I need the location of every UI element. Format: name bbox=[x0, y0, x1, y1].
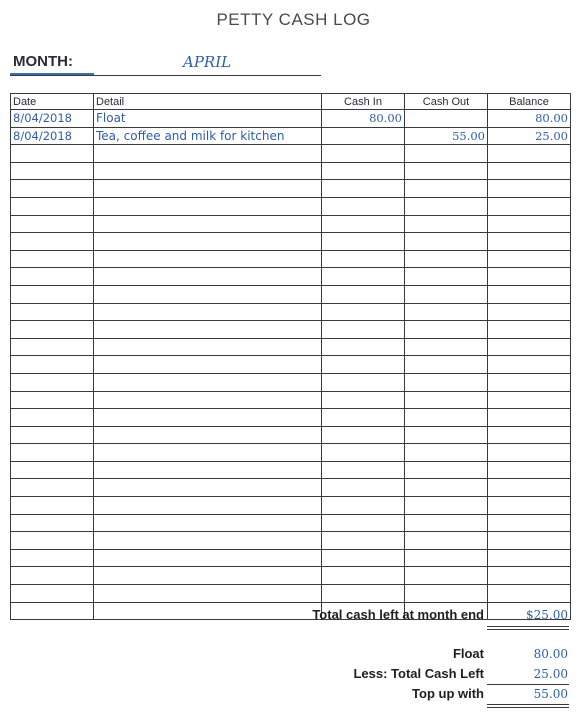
cell-date[interactable] bbox=[11, 268, 94, 286]
cell-cash-out[interactable] bbox=[405, 409, 488, 427]
table-row bbox=[11, 585, 571, 603]
cell-cash-out[interactable] bbox=[405, 285, 488, 303]
cell-balance[interactable] bbox=[488, 197, 571, 215]
cell-cash-out[interactable] bbox=[405, 532, 488, 550]
cell-detail[interactable] bbox=[94, 145, 322, 163]
cell-date[interactable] bbox=[11, 233, 94, 251]
cell-cash-in[interactable] bbox=[322, 567, 405, 585]
cell-balance[interactable] bbox=[488, 356, 571, 374]
cell-cash-out[interactable] bbox=[405, 356, 488, 374]
header-balance: Balance bbox=[488, 94, 571, 110]
cell-detail[interactable] bbox=[94, 549, 322, 567]
cell-detail[interactable] bbox=[94, 567, 322, 585]
cell-date[interactable] bbox=[11, 338, 94, 356]
table-row bbox=[11, 145, 571, 163]
cell-balance[interactable] bbox=[488, 285, 571, 303]
cell-balance[interactable] bbox=[488, 145, 571, 163]
cell-detail[interactable] bbox=[94, 479, 322, 497]
cell-date[interactable] bbox=[11, 391, 94, 409]
cell-cash-out[interactable] bbox=[405, 268, 488, 286]
cell-detail[interactable] bbox=[94, 409, 322, 427]
table-row bbox=[11, 321, 571, 339]
table-row bbox=[11, 426, 571, 444]
table-row bbox=[11, 197, 571, 215]
cell-date[interactable] bbox=[11, 303, 94, 321]
page-title: PETTY CASH LOG bbox=[216, 10, 371, 29]
cell-detail[interactable] bbox=[94, 215, 322, 233]
cell-detail[interactable] bbox=[94, 197, 322, 215]
cell-cash-in[interactable] bbox=[322, 250, 405, 268]
cell-cash-out[interactable] bbox=[405, 585, 488, 603]
cell-cash-out[interactable] bbox=[405, 250, 488, 268]
table-row bbox=[11, 127, 571, 145]
month-label: MONTH: bbox=[13, 53, 73, 70]
cell-balance[interactable]: 25.00 bbox=[488, 127, 571, 145]
table-row bbox=[11, 250, 571, 268]
cell-balance[interactable] bbox=[488, 233, 571, 251]
cell-cash-out[interactable] bbox=[405, 162, 488, 180]
cell-date[interactable] bbox=[11, 215, 94, 233]
cell-cash-in[interactable] bbox=[322, 426, 405, 444]
cell-balance[interactable] bbox=[488, 268, 571, 286]
cell-cash-out[interactable] bbox=[405, 549, 488, 567]
cell-cash-in[interactable] bbox=[322, 321, 405, 339]
table-row bbox=[11, 444, 571, 462]
top-up-double-underline-1 bbox=[487, 704, 569, 705]
cell-balance[interactable] bbox=[488, 215, 571, 233]
cell-detail[interactable] bbox=[94, 373, 322, 391]
cell-date[interactable] bbox=[11, 321, 94, 339]
cell-cash-in[interactable] bbox=[322, 497, 405, 515]
cell-balance[interactable] bbox=[488, 444, 571, 462]
cell-date[interactable] bbox=[11, 162, 94, 180]
month-field-line bbox=[10, 75, 321, 76]
total-cash-left-label: Total cash left at month end bbox=[312, 607, 484, 622]
cell-detail[interactable] bbox=[94, 180, 322, 198]
cell-detail[interactable]: Float bbox=[94, 110, 322, 128]
cell-cash-in[interactable] bbox=[322, 444, 405, 462]
cell-cash-out[interactable] bbox=[405, 391, 488, 409]
cell-balance[interactable] bbox=[488, 567, 571, 585]
cell-cash-in[interactable] bbox=[322, 409, 405, 427]
cell-date[interactable] bbox=[11, 250, 94, 268]
cell-cash-in[interactable] bbox=[322, 356, 405, 374]
cell-cash-in[interactable] bbox=[322, 373, 405, 391]
cell-cash-out[interactable] bbox=[405, 497, 488, 515]
table-row bbox=[11, 461, 571, 479]
cell-cash-out[interactable] bbox=[405, 514, 488, 532]
cell-cash-out[interactable] bbox=[405, 567, 488, 585]
cell-balance[interactable] bbox=[488, 549, 571, 567]
cell-balance[interactable] bbox=[488, 303, 571, 321]
cell-balance[interactable] bbox=[488, 180, 571, 198]
cell-date[interactable] bbox=[11, 585, 94, 603]
cell-balance[interactable]: 80.00 bbox=[488, 110, 571, 128]
top-up-overline bbox=[487, 684, 569, 685]
cell-detail[interactable] bbox=[94, 250, 322, 268]
cell-cash-in[interactable] bbox=[322, 215, 405, 233]
cell-detail[interactable] bbox=[94, 303, 322, 321]
less-total-cash-left-label: Less: Total Cash Left bbox=[353, 666, 484, 681]
cell-detail[interactable] bbox=[94, 338, 322, 356]
cell-cash-out[interactable] bbox=[405, 444, 488, 462]
cell-cash-in[interactable] bbox=[322, 285, 405, 303]
table-row bbox=[11, 373, 571, 391]
cell-detail[interactable] bbox=[94, 162, 322, 180]
cell-cash-in[interactable] bbox=[322, 303, 405, 321]
cell-cash-out[interactable] bbox=[405, 110, 488, 128]
cell-balance[interactable] bbox=[488, 250, 571, 268]
cell-cash-in[interactable] bbox=[322, 180, 405, 198]
cell-cash-in[interactable] bbox=[322, 162, 405, 180]
table-row bbox=[11, 497, 571, 515]
cell-cash-out[interactable] bbox=[405, 303, 488, 321]
total-double-underline-2 bbox=[487, 629, 569, 630]
cell-balance[interactable] bbox=[488, 426, 571, 444]
cell-balance[interactable] bbox=[488, 409, 571, 427]
table-row bbox=[11, 338, 571, 356]
cell-detail[interactable] bbox=[94, 514, 322, 532]
cell-detail[interactable] bbox=[94, 426, 322, 444]
cell-cash-in[interactable] bbox=[322, 479, 405, 497]
cell-cash-in[interactable] bbox=[322, 127, 405, 145]
table-row bbox=[11, 233, 571, 251]
table-row bbox=[11, 268, 571, 286]
cell-cash-in[interactable] bbox=[322, 197, 405, 215]
header-cash-out: Cash Out bbox=[405, 94, 488, 110]
cell-cash-in[interactable]: 80.00 bbox=[322, 110, 405, 128]
cell-balance[interactable] bbox=[488, 321, 571, 339]
cell-balance[interactable] bbox=[488, 532, 571, 550]
cell-date[interactable] bbox=[11, 444, 94, 462]
top-up-double-underline-2 bbox=[487, 707, 569, 708]
cell-detail[interactable] bbox=[94, 356, 322, 374]
cell-detail[interactable] bbox=[94, 461, 322, 479]
cell-date[interactable] bbox=[11, 497, 94, 515]
cell-date[interactable] bbox=[11, 145, 94, 163]
table-row bbox=[11, 285, 571, 303]
header-date: Date bbox=[11, 94, 94, 110]
cell-balance[interactable] bbox=[488, 391, 571, 409]
cell-cash-in[interactable] bbox=[322, 145, 405, 163]
cell-detail[interactable] bbox=[94, 321, 322, 339]
table-row bbox=[11, 514, 571, 532]
cell-balance[interactable] bbox=[488, 338, 571, 356]
float-label: Float bbox=[452, 646, 484, 661]
cell-detail[interactable] bbox=[94, 444, 322, 462]
float-value[interactable]: 80.00 bbox=[533, 647, 568, 661]
month-value[interactable]: APRIL bbox=[183, 53, 232, 71]
cell-cash-out[interactable] bbox=[405, 426, 488, 444]
total-double-underline-1 bbox=[487, 626, 569, 627]
cell-balance[interactable] bbox=[488, 373, 571, 391]
table-row bbox=[11, 479, 571, 497]
top-up-value[interactable]: 55.00 bbox=[533, 687, 568, 701]
cell-date[interactable] bbox=[11, 567, 94, 585]
cell-date[interactable] bbox=[11, 549, 94, 567]
cell-date[interactable] bbox=[11, 409, 94, 427]
table-row bbox=[11, 532, 571, 550]
table-row bbox=[11, 567, 571, 585]
cell-cash-in[interactable] bbox=[322, 514, 405, 532]
cell-date[interactable] bbox=[11, 479, 94, 497]
cell-balance[interactable] bbox=[488, 585, 571, 603]
cell-cash-in[interactable] bbox=[322, 268, 405, 286]
header-cash-in: Cash In bbox=[322, 94, 405, 110]
cell-cash-in[interactable] bbox=[322, 532, 405, 550]
cell-date[interactable] bbox=[11, 532, 94, 550]
cell-cash-out[interactable] bbox=[405, 461, 488, 479]
table-row bbox=[11, 180, 571, 198]
table-row bbox=[11, 391, 571, 409]
cell-date[interactable] bbox=[11, 461, 94, 479]
cell-detail[interactable] bbox=[94, 497, 322, 515]
cell-date[interactable] bbox=[11, 373, 94, 391]
cell-cash-out[interactable] bbox=[405, 145, 488, 163]
petty-cash-table bbox=[10, 93, 571, 620]
cell-balance[interactable] bbox=[488, 479, 571, 497]
cell-date[interactable] bbox=[11, 197, 94, 215]
cell-cash-out[interactable] bbox=[405, 338, 488, 356]
cell-cash-out[interactable] bbox=[405, 321, 488, 339]
cell-cash-out[interactable] bbox=[405, 479, 488, 497]
cell-cash-in[interactable] bbox=[322, 461, 405, 479]
cell-date[interactable] bbox=[11, 180, 94, 198]
cell-date[interactable] bbox=[11, 426, 94, 444]
cell-detail[interactable] bbox=[94, 532, 322, 550]
cell-balance[interactable] bbox=[488, 461, 571, 479]
cell-cash-in[interactable] bbox=[322, 233, 405, 251]
cell-date[interactable] bbox=[11, 356, 94, 374]
cell-cash-in[interactable] bbox=[322, 585, 405, 603]
top-up-label: Top up with bbox=[412, 686, 484, 701]
table-row bbox=[11, 356, 571, 374]
cell-cash-out[interactable] bbox=[405, 180, 488, 198]
cell-date[interactable] bbox=[11, 602, 94, 620]
cell-cash-out[interactable] bbox=[405, 215, 488, 233]
total-cash-left-value[interactable]: $25.00 bbox=[526, 608, 568, 622]
cell-date[interactable] bbox=[11, 285, 94, 303]
table-row bbox=[11, 110, 571, 128]
table-row bbox=[11, 215, 571, 233]
table-row bbox=[11, 549, 571, 567]
cell-cash-out[interactable] bbox=[405, 373, 488, 391]
cell-date[interactable]: 8/04/2018 bbox=[11, 110, 94, 128]
cell-detail[interactable] bbox=[94, 233, 322, 251]
cell-date[interactable]: 8/04/2018 bbox=[11, 127, 94, 145]
less-total-cash-left-value[interactable]: 25.00 bbox=[533, 667, 568, 681]
table-row bbox=[11, 162, 571, 180]
cell-balance[interactable] bbox=[488, 497, 571, 515]
cell-detail[interactable] bbox=[94, 268, 322, 286]
cell-cash-in[interactable] bbox=[322, 338, 405, 356]
cell-balance[interactable] bbox=[488, 514, 571, 532]
cell-detail[interactable]: Tea, coffee and milk for kitchen bbox=[94, 127, 322, 145]
cell-cash-out[interactable] bbox=[405, 233, 488, 251]
cell-detail[interactable] bbox=[94, 585, 322, 603]
cell-cash-out[interactable] bbox=[405, 197, 488, 215]
table-row bbox=[11, 409, 571, 427]
cell-balance[interactable] bbox=[488, 162, 571, 180]
cell-cash-in[interactable] bbox=[322, 549, 405, 567]
cell-detail[interactable] bbox=[94, 285, 322, 303]
cell-date[interactable] bbox=[11, 514, 94, 532]
table-header-row bbox=[11, 94, 571, 110]
cell-detail[interactable] bbox=[94, 391, 322, 409]
table-row bbox=[11, 303, 571, 321]
header-detail: Detail bbox=[94, 94, 322, 110]
cell-cash-out[interactable]: 55.00 bbox=[405, 127, 488, 145]
cell-cash-in[interactable] bbox=[322, 391, 405, 409]
